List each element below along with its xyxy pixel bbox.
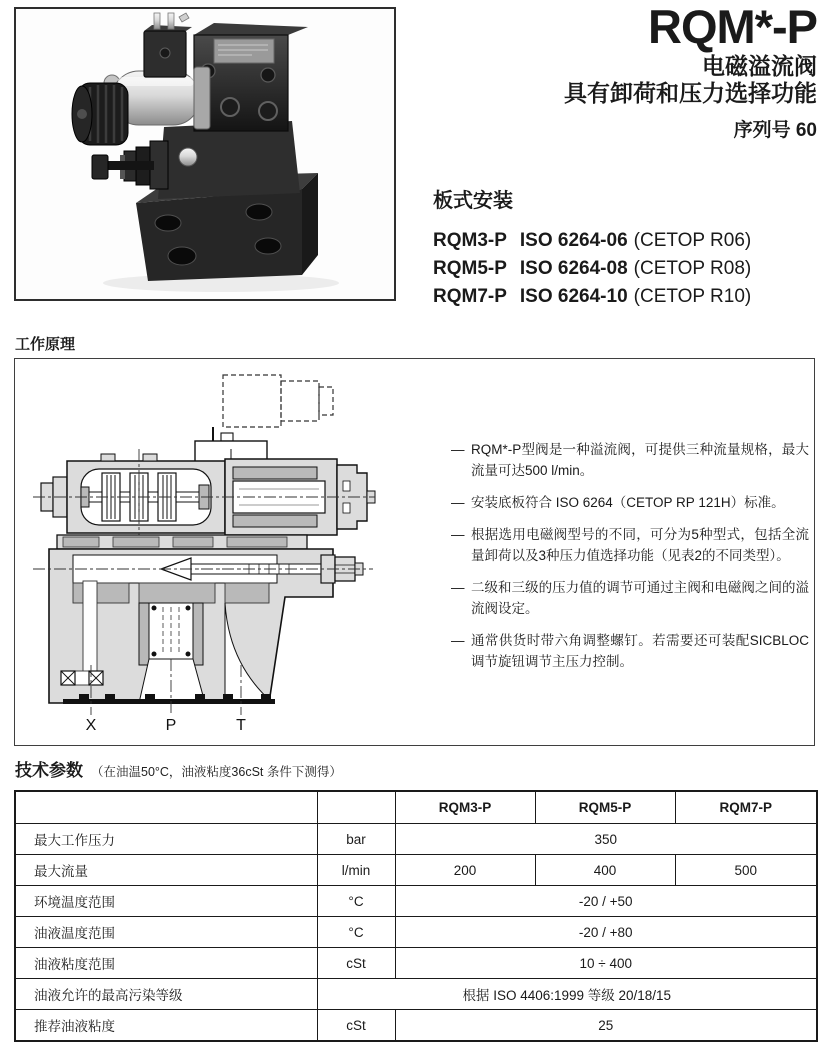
row-unit: cSt [317, 948, 395, 979]
row-value: 200 [395, 855, 535, 886]
port-label-t: T [236, 717, 246, 734]
model-code: RQM3-P [433, 230, 507, 251]
port-label-p: P [165, 717, 177, 734]
tech-params-heading [15, 756, 342, 781]
port-label-x: X [85, 717, 97, 734]
table-row [15, 1010, 817, 1042]
row-value: 10 ÷ 400 [395, 948, 817, 979]
bullet-text: 二级和三级的压力值的调节可通过主阀和电磁阀之间的溢流阀设定。 [471, 580, 809, 616]
row-value: 根据 ISO 4406:1999 等级 20/18/15 [317, 979, 817, 1010]
model-line [433, 255, 751, 283]
row-value: 400 [535, 855, 675, 886]
row-unit: cSt [317, 1010, 395, 1042]
principle-bullet [451, 577, 809, 619]
pilot-valve-section [41, 454, 225, 533]
principle-bullet [451, 630, 809, 672]
tech-table-body [15, 824, 817, 1042]
table-row [15, 979, 817, 1010]
row-label: 环境温度范围 [15, 886, 317, 917]
empty-header-label [15, 791, 317, 824]
model-line [433, 283, 751, 311]
working-principle-box [14, 358, 815, 746]
column-header: RQM7-P [675, 791, 817, 824]
row-label: 最大流量 [15, 855, 317, 886]
model-list [433, 227, 751, 311]
product-photo-frame [14, 7, 396, 301]
bullet-dash: — [451, 633, 465, 648]
model-line [433, 227, 751, 255]
subtitle-function: 具有卸荷和压力选择功能 [564, 80, 817, 107]
model-iso: ISO 6264-10 [519, 286, 628, 307]
model-cetop: (CETOP R06) [633, 230, 752, 251]
row-unit: °C [317, 917, 395, 948]
table-header-row [15, 791, 817, 824]
column-header: RQM5-P [535, 791, 675, 824]
row-label: 最大工作压力 [15, 824, 317, 855]
header-block [564, 2, 817, 142]
row-value: 25 [395, 1010, 817, 1042]
model-code: RQM5-P [433, 258, 507, 279]
empty-header-unit [317, 791, 395, 824]
table-row [15, 855, 817, 886]
row-label: 推荐油液粘度 [15, 1010, 317, 1042]
model-iso: ISO 6264-08 [519, 258, 628, 279]
table-row [15, 824, 817, 855]
working-principle-heading: 工作原理 [15, 336, 76, 353]
row-label: 油液温度范围 [15, 917, 317, 948]
table-row [15, 886, 817, 917]
row-value: 500 [675, 855, 817, 886]
main-valve-body-section [49, 549, 363, 704]
page-title: RQM*-P [648, 0, 817, 53]
row-value: 350 [395, 824, 817, 855]
tech-params-note: （在油温50°C，油液粘度36cSt 条件下测得） [91, 765, 342, 779]
table-row [15, 948, 817, 979]
row-unit: bar [317, 824, 395, 855]
principle-bullet [451, 439, 809, 481]
bullet-dash: — [451, 527, 465, 542]
column-header: RQM3-P [395, 791, 535, 824]
principle-bullet [451, 492, 809, 513]
bullet-text: 安装底板符合 ISO 6264（CETOP RP 121H）标准。 [471, 495, 785, 510]
tech-params-table [14, 790, 818, 1042]
bullet-dash: — [451, 442, 465, 457]
model-cetop: (CETOP R08) [633, 258, 752, 279]
row-label: 油液粘度范围 [15, 948, 317, 979]
row-unit: °C [317, 886, 395, 917]
bullet-dash: — [451, 580, 465, 595]
model-cetop: (CETOP R10) [633, 286, 752, 307]
tech-table-head [15, 791, 817, 824]
row-value: -20 / +80 [395, 917, 817, 948]
connector-dashed-outline [223, 375, 333, 427]
row-label: 油液允许的最高污染等级 [15, 979, 317, 1010]
bullet-dash: — [451, 495, 465, 510]
row-unit: l/min [317, 855, 395, 886]
model-code: RQM7-P [433, 286, 507, 307]
principle-bullets [451, 439, 809, 683]
subtitle-valve-type: 电磁溢流阀 [702, 52, 817, 79]
mounting-block [433, 184, 751, 311]
tech-params-title: 技术参数 [15, 761, 83, 780]
valve-body-photo [72, 13, 339, 292]
bullet-text: 通常供货时带六角调整螺钉。若需要还可装配SICBLOC调节旋钮调节主压力控制。 [471, 633, 809, 669]
table-row [15, 917, 817, 948]
series-number: 序列号 60 [733, 119, 817, 141]
model-iso: ISO 6264-06 [519, 230, 628, 251]
principle-bullet [451, 524, 809, 566]
bullet-text: 根据选用电磁阀型号的不同，可分为5种型式，包括全流量卸荷以及3种压力值选择功能（见表2的不同类型）。 [471, 527, 809, 563]
bullet-text: RQM*-P型阀是一种溢流阀，可提供三种流量规格，最大流量可达500 l/min。 [471, 442, 809, 478]
valve-cross-section-diagram [27, 365, 377, 735]
valve-photo-illustration [16, 9, 394, 299]
mounting-heading: 板式安装 [433, 190, 513, 212]
row-value: -20 / +50 [395, 886, 817, 917]
